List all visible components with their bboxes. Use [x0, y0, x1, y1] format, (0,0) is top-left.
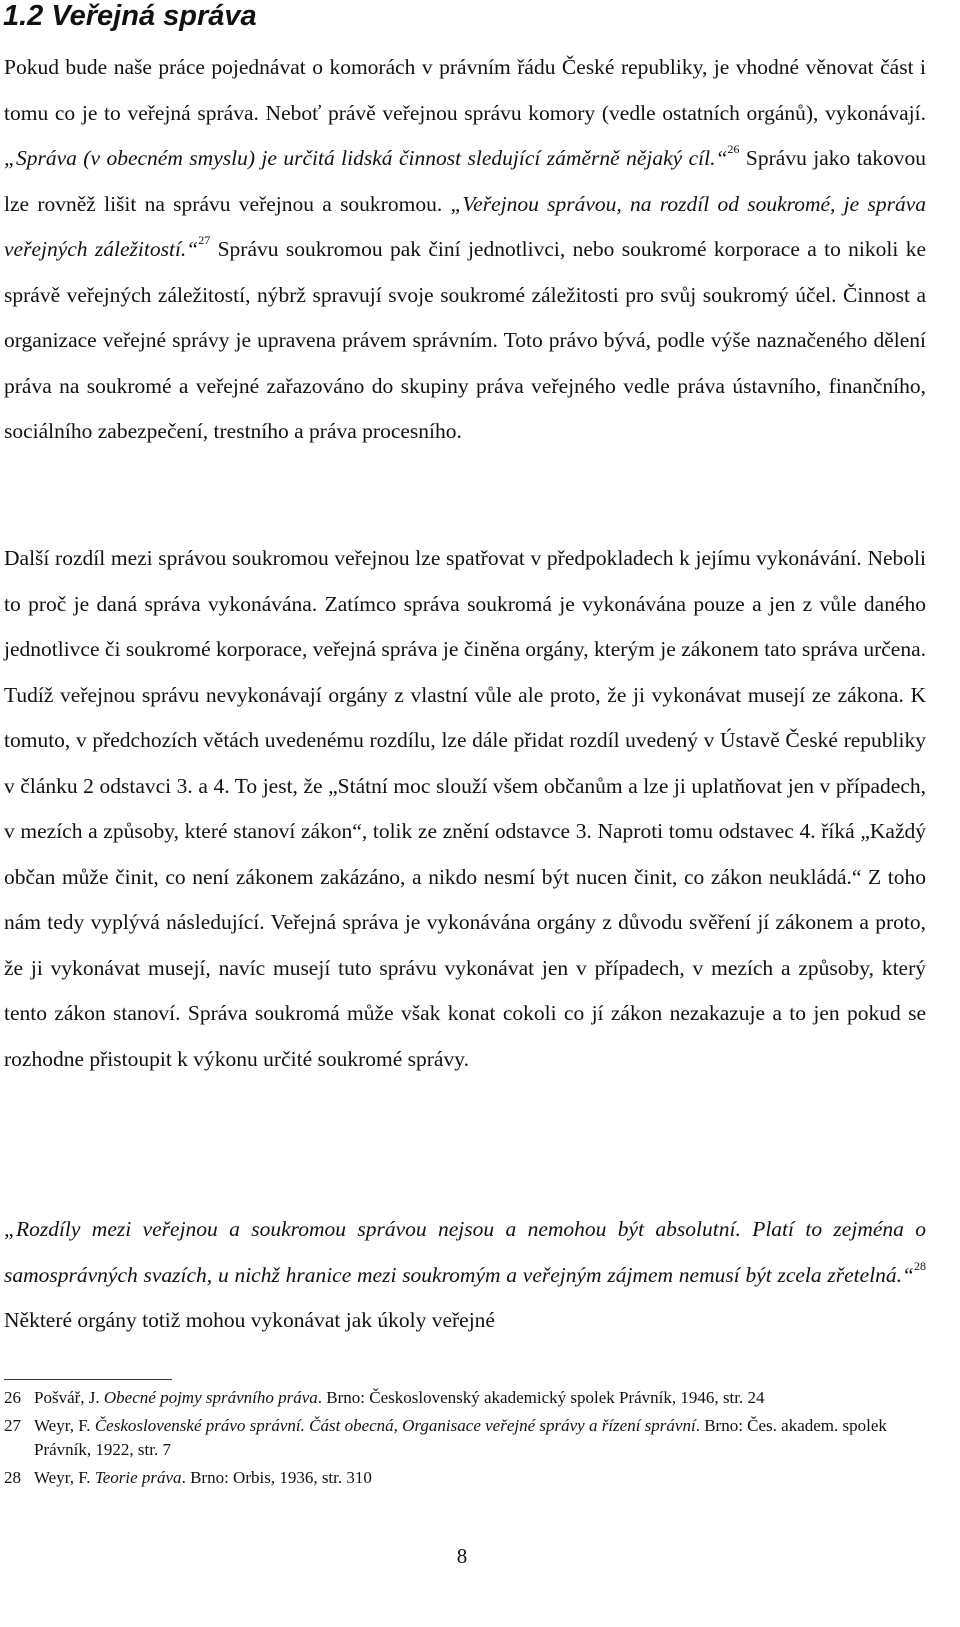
footnote-number: 28 — [4, 1468, 21, 1487]
footnote-author: Pošvář, J. — [34, 1388, 104, 1407]
p1-sentence-1: Pokud bude naše práce pojednávat o komorách v právním řádu České republiky, je vhodné věnovat část i tomu co je to veřejná správa. Neboť právě veřejnou správu komory (vedle ostatních orgánů), vykonávají. — [4, 55, 926, 125]
paragraph-1 — [4, 45, 926, 455]
paragraph-2: Další rozdíl mezi správou soukromou veřejnou lze spatřovat v předpokladech k jejímu vykonávání. Neboli to proč je daná správa vykonávána. Zatímco správa soukromá je vykonávána pouze a jen z vůle daného jednotlivce či soukromé korporace, veřejná správa je činěna orgány, kterým je zákonem tato správa určena. Tudíž veřejnou správu nevykonávají orgány z vlastní vůle ale proto, že ji vykonávat musejí ze zákona. K tomuto, v předchozích větách uvedenému rozdílu, lze dále přidat rozdíl uvedený v Ústavě České republiky v článku 2 odstavci 3. a 4. To jest, že „Státní moc slouží všem občanům a lze ji uplatňovat jen v případech, v mezích a způsoby, které stanoví zákon“, tolik ze znění odstavce 3. Naproti tomu odstavec 4. říká „Každý občan může činit, co není zákonem zakázáno, a nikdo nesmí být nucen činit, co zákon neukládá.“ Z toho nám tedy vyplývá následující. Veřejná správa je vykonávána orgány z důvodu svěření jí zákonem a proto, že ji vykonávat musejí, navíc musejí tuto správu vykonávat jen v případech, v mezích a způsoby, který tento zákon stanoví. Správa soukromá může však konat cokoli co jí zákon nezakazuje a to jen pokud se rozhodne přistoupit k výkonu určité soukromé správy. — [4, 546, 926, 1071]
footnote-28 — [4, 1466, 926, 1490]
footnote-number: 26 — [4, 1388, 21, 1407]
p3-quote: „Rozdíly mezi veřejnou a soukromou správou nejsou a nemohou být absolutní. Platí to zejména o samosprávných svazích, u nichž hranice mezi soukromým a veřejným zájmem nemusí být zcela zřetelná.“ — [4, 1217, 926, 1287]
footnote-27 — [4, 1414, 926, 1462]
footnote-26 — [4, 1386, 926, 1410]
footnote-ref-28[interactable]: 28 — [914, 1258, 926, 1273]
footnote-title: Obecné pojmy správního práva — [103, 1388, 318, 1407]
footnote-publication: . Brno: Orbis, 1936, str. 310 — [181, 1468, 372, 1487]
section-heading: 1.2 Veřejná správa — [3, 0, 257, 32]
p1-quote-2: „Veřejnou správou, na rozdíl od soukromé, je správa veřejných záležitostí.“ — [4, 191, 926, 261]
footnote-text — [34, 1386, 926, 1410]
footnote-ref-27[interactable]: 27 — [198, 233, 211, 247]
p1-sentence-2: Správu jako takovou lze rovněž lišit na správu veřejnou a soukromou. — [4, 146, 926, 216]
footnote-title: Československé právo správní. Část obecná, Organisace veřejné správy a řízení správní — [94, 1416, 696, 1435]
footnote-publication: . Brno: Čes. akadem. spolek Právník, 1922, str. 7 — [34, 1416, 887, 1459]
p3-sentence: Některé orgány totiž mohou vykonávat jak úkoly veřejné — [4, 1308, 495, 1332]
footnote-author: Weyr, F. — [34, 1468, 95, 1487]
footnotes — [4, 1386, 926, 1494]
footnote-number: 27 — [4, 1416, 21, 1435]
footnote-publication: . Brno: Československý akademický spolek Právník, 1946, str. 24 — [317, 1388, 765, 1407]
p1-sentence-3: Správu soukromou pak činí jednotlivci, nebo soukromé korporace a to nikoli ke správě veřejných záležitostí, nýbrž spravují svoje soukromé záležitosti pro svůj soukromý účel. Činnost a organizace veřejné správy je upravena právem správním. Toto právo bývá, podle výše naznačeného dělení práva na soukromé a veřejné zařazováno do skupiny práva veřejného vedle práva ústavního, finančního, sociálního zabezpečení, trestního a práva procesního. — [4, 237, 926, 443]
footnote-divider — [4, 1379, 172, 1380]
page-number: 8 — [456, 1544, 468, 1568]
footnote-author: Weyr, F. — [34, 1416, 95, 1435]
footnote-title: Teorie práva — [94, 1468, 182, 1487]
footnote-ref-26[interactable]: 26 — [727, 142, 740, 156]
p1-quote-1: „Správa (v obecném smyslu) je určitá lidská činnost sledující záměrně nějaký cíl.“ — [4, 146, 728, 170]
footnote-text — [34, 1414, 926, 1462]
footnote-text — [34, 1466, 926, 1490]
paragraph-3 — [4, 1207, 926, 1344]
